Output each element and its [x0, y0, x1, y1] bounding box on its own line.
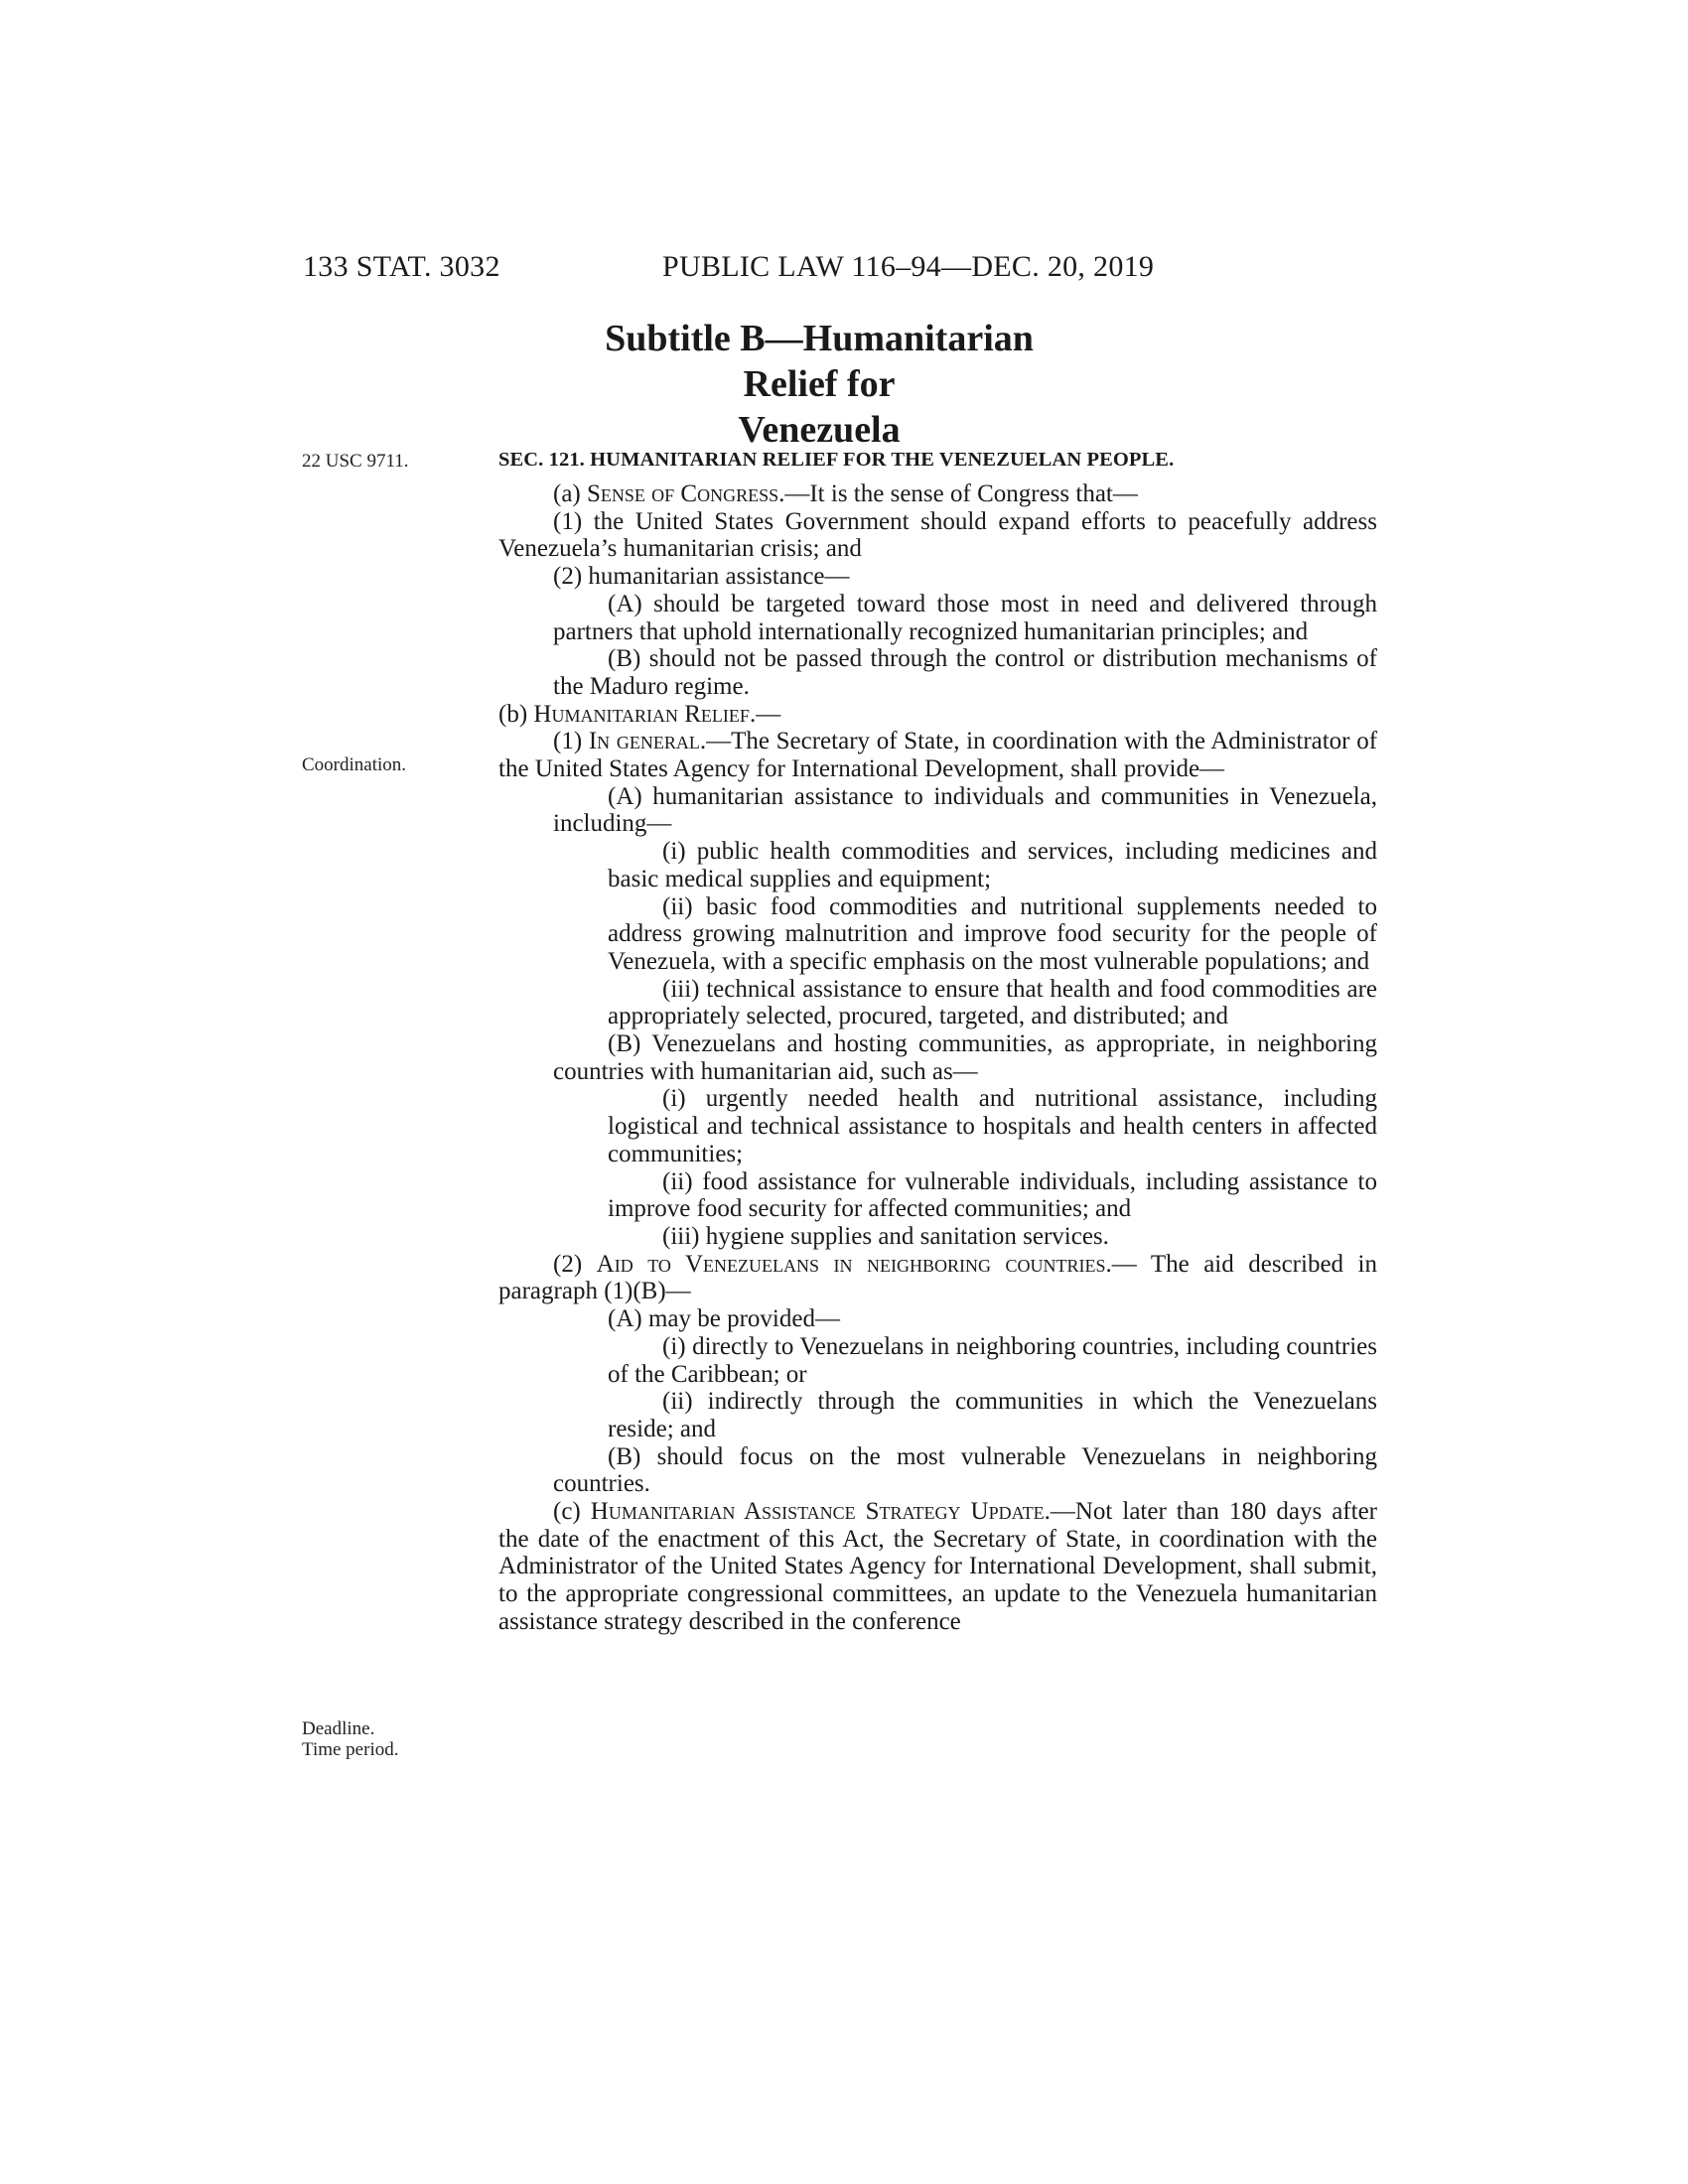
clause-b2Aii: (ii) indirectly through the communities in which the Venezuelans reside; and — [608, 1388, 1377, 1442]
margin-note-usc: 22 USC 9711. — [302, 451, 409, 472]
paragraph-a2: (2) humanitarian assistance— — [553, 563, 850, 591]
margin-note-deadline: Deadline. — [302, 1718, 375, 1739]
public-law-header: PUBLIC LAW 116–94—DEC. 20, 2019 — [662, 250, 1155, 283]
clause-b1Ai: (i) public health commodities and services, including medicines and basic medical supplies and equipment; — [608, 838, 1377, 892]
clause-b1Biii: (iii) hygiene supplies and sanitation services. — [662, 1222, 1109, 1250]
subsection-c: (c) Humanitarian Assistance Strategy Update.—Not later than 180 days after the date of the enactment of this Act, the Secretary of State, in coordination with the Administrator of the United States Agency for International Development, shall submit, to the appropriate congressional committees, an update to the Venezuela humanitarian assistance strategy described in the conference — [498, 1498, 1378, 1635]
stat-page-number: 133 STAT. 3032 — [303, 250, 500, 283]
paragraph-b2: (2) Aid to Venezuelans in neighboring countries.— The aid described in paragraph (1)(B)— — [498, 1250, 1377, 1305]
caption-strategy-update: Humanitarian Assistance Strategy Update — [590, 1498, 1045, 1526]
section-body — [498, 480, 1377, 1636]
subparagraph-b1A: (A) humanitarian assistance to individuals and communities in Venezuela, including— — [553, 782, 1377, 838]
clause-b2Ai: (i) directly to Venezuelans in neighboring countries, including countries of the Caribbean; or — [608, 1332, 1377, 1388]
subparagraph-a2A: (A) should be targeted toward those most in need and delivered through partners that uphold internationally recognized humanitarian principles; and — [553, 590, 1377, 645]
subparagraph-b2B: (B) should focus on the most vulnerable Venezuelans in neighboring countries. — [553, 1442, 1377, 1498]
caption-in-general: In general — [588, 728, 700, 755]
subsection-b: (b) Humanitarian Relief.— — [498, 700, 781, 728]
subtitle-line-2: Venezuela — [738, 409, 901, 451]
section-heading: SEC. 121. HUMANITARIAN RELIEF FOR THE VENEZUELAN PEOPLE. — [498, 449, 1175, 471]
margin-note-time-period: Time period. — [302, 1739, 399, 1760]
clause-b1Bi: (i) urgently needed health and nutritional assistance, including logistical and technical assistance to hospitals and health centers in affected communities; — [608, 1085, 1377, 1167]
paragraph-a1: (1) the United States Government should expand efforts to peacefully address Venezuela’s humanitarian crisis; and — [498, 507, 1377, 563]
subtitle-line-1: Subtitle B—Humanitarian Relief for — [605, 318, 1034, 405]
clause-b1Bii: (ii) food assistance for vulnerable individuals, including assistance to improve food security for affected communities; and — [608, 1167, 1377, 1223]
subparagraph-b1B: (B) Venezuelans and hosting communities, as appropriate, in neighboring countries with humanitarian aid, such as— — [553, 1030, 1377, 1085]
subtitle-heading — [556, 316, 1082, 453]
subparagraph-a2B: (B) should not be passed through the control or distribution mechanisms of the Maduro regime. — [553, 645, 1377, 700]
caption-humanitarian-relief: Humanitarian Relief — [533, 700, 750, 728]
subsection-a: (a) Sense of Congress.—It is the sense of Congress that— — [553, 480, 1138, 507]
clause-b1Aiii: (iii) technical assistance to ensure that health and food commodities are appropriately selected, procured, targeted, and distributed; and — [608, 975, 1377, 1030]
margin-note-coordination: Coordination. — [302, 754, 407, 775]
clause-b1Aii: (ii) basic food commodities and nutritional supplements needed to address growing malnutrition and improve food security for the people of Venezuela, with a specific emphasis on the most vulnerable populations; and — [608, 892, 1377, 975]
caption-sense-of-congress: Sense of Congress — [587, 480, 779, 507]
subparagraph-b2A: (A) may be provided— — [608, 1305, 840, 1333]
paragraph-b1: (1) In general.—The Secretary of State, in coordination with the Administrator of the United States Agency for International Development, shall provide— — [498, 728, 1378, 783]
caption-aid-neighboring-countries: Aid to Venezuelans in neighboring countries — [596, 1250, 1106, 1278]
